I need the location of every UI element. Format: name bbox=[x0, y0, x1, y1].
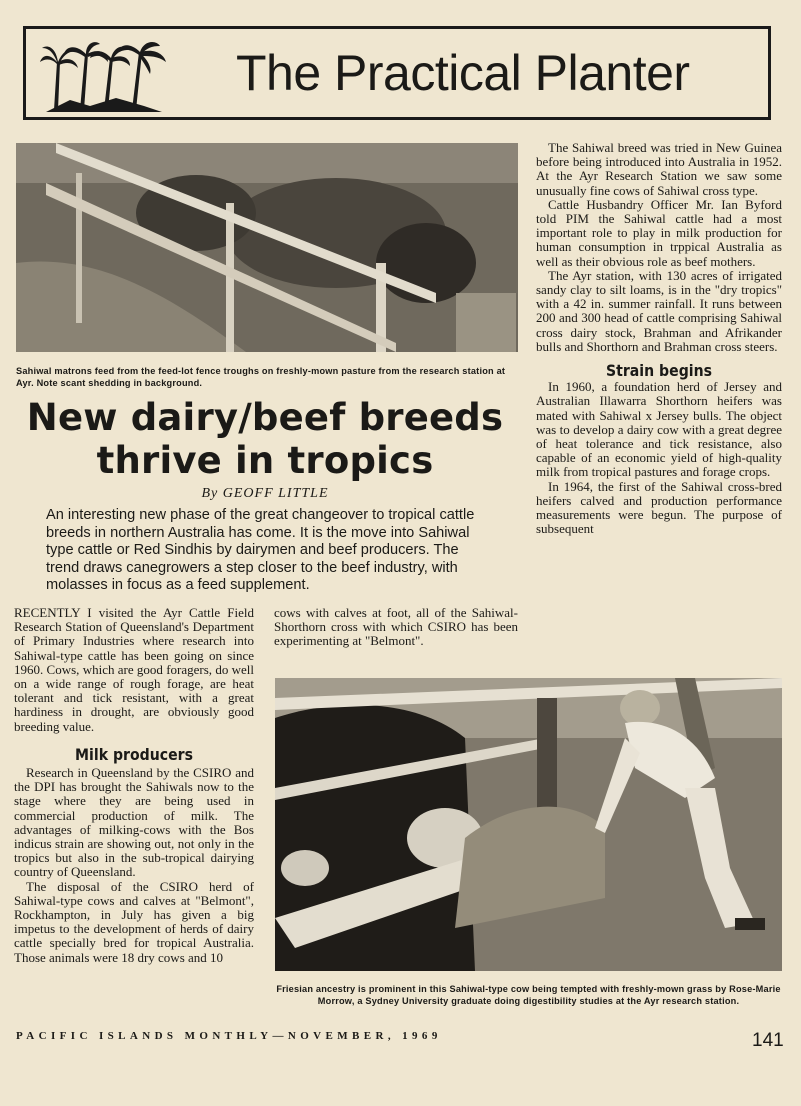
paragraph: In 1960, a foundation herd of Jersey and Australian Illawarra Shorthorn heifers was mated with Sahiwal x Jersey bulls. The object was to develop a dairy cow with a great degree of heat tolerance and tick resistance, also capable of an economic yield of high-quality milk from tropical pastures and forage crops. bbox=[536, 379, 782, 480]
paragraph: RECENTLY I visited the Ayr Cattle Field Research Station of Queensland's Department of Primary Industries where research into Sahiwal-type cattle has been going on since 1960. Cows, which are good foragers, do well on a wide range of rough forage, are heat tolerant and tick resistant, with a great hardiness in drought, are obviously good breeding value. bbox=[14, 605, 254, 734]
column-3 bbox=[536, 141, 782, 536]
paragraph: The Ayr station, with 130 acres of irrigated sandy clay to silt loams, is in the "dry tropics" with a 42 in. summer rainfall. It runs between 200 and 300 head of cattle comprising Sahiwal cross dairy stock, Brahman and Afrikander bulls and Shorthorn and Brahman cross steers. bbox=[536, 267, 782, 354]
headline-line-2: thrive in tropics bbox=[96, 439, 434, 482]
headline-line-1: New dairy/beef breeds bbox=[26, 396, 504, 439]
paragraph: cows with calves at foot, all of the Sahiwal-Shorthorn cross with which CSIRO has been experimenting at "Belmont". bbox=[274, 605, 518, 649]
column-1 bbox=[14, 606, 254, 965]
paragraph: The Sahiwal breed was tried in New Guinea before being introduced into Australia in 1952. At the Ayr Research Station we saw some unusually fine cows of Sahiwal cross type. bbox=[536, 140, 782, 198]
page-number: 141 bbox=[752, 1030, 784, 1051]
paragraph: Cattle Husbandry Officer Mr. Ian Byford told PIM the Sahiwal cattle had a most important role to play in milk production for human consumption in trppical Australia as well as their obvious role as beef mothers. bbox=[536, 196, 782, 269]
masthead-title: The Practical Planter bbox=[236, 45, 690, 101]
paragraph: The disposal of the CSIRO herd of Sahiwal-type cows and calves at "Belmont", Rockhampton, in July has given a big impetus to the development of herds of dairy cattle specially bred for tropical Australia. Those animals were 18 dry cows and 10 bbox=[14, 878, 254, 965]
paragraph: In 1964, the first of the Sahiwal cross-bred heifers calved and production performance measurements were begun. The purpose of subsequent bbox=[536, 478, 782, 537]
photo-top-caption: Sahiwal matrons feed from the feed-lot fence troughs on freshly-mown pasture from the research station at Ayr. Note scant shedding in background. bbox=[16, 366, 506, 388]
photo-cow-and-researcher bbox=[275, 678, 782, 971]
headline bbox=[20, 396, 510, 482]
subheading-strain-begins: Strain begins bbox=[605, 361, 713, 381]
standfirst: An interesting new phase of the great changeover to tropical cattle breeds in northern Australia has come. It is the move into Sahiwal type cattle or Red Sindhis by dairymen and beef producers. The trend draws canegrowers a step closer to the beef industry, with molasses in focus as a feed supplement. bbox=[46, 507, 475, 594]
photo-bottom-caption: Friesian ancestry is prominent in this Sahiwal-type cow being tempted with freshly-mown grass by Rose-Marie Morrow, a Sydney University graduate doing digestibility studies at the Ayr research station. bbox=[276, 984, 781, 1006]
page-footer: PACIFIC ISLANDS MONTHLY—NOVEMBER, 1969 bbox=[16, 1030, 442, 1042]
byline: By GEOFF LITTLE bbox=[201, 486, 329, 501]
subheading-milk-producers: Milk producers bbox=[75, 744, 193, 764]
paragraph: Research in Queensland by the CSIRO and the DPI has brought the Sahiwals now to the stage where they are being used in commercial production of milk. The advantages of milking-cows with the Bos indicus strain are showing out, not only in the tropics but also in the sub-tropical dairying country of Queensland. bbox=[14, 765, 254, 880]
palm-trees-icon bbox=[40, 40, 168, 112]
column-2 bbox=[274, 606, 518, 649]
photo-cattle-feedlot bbox=[16, 143, 518, 352]
